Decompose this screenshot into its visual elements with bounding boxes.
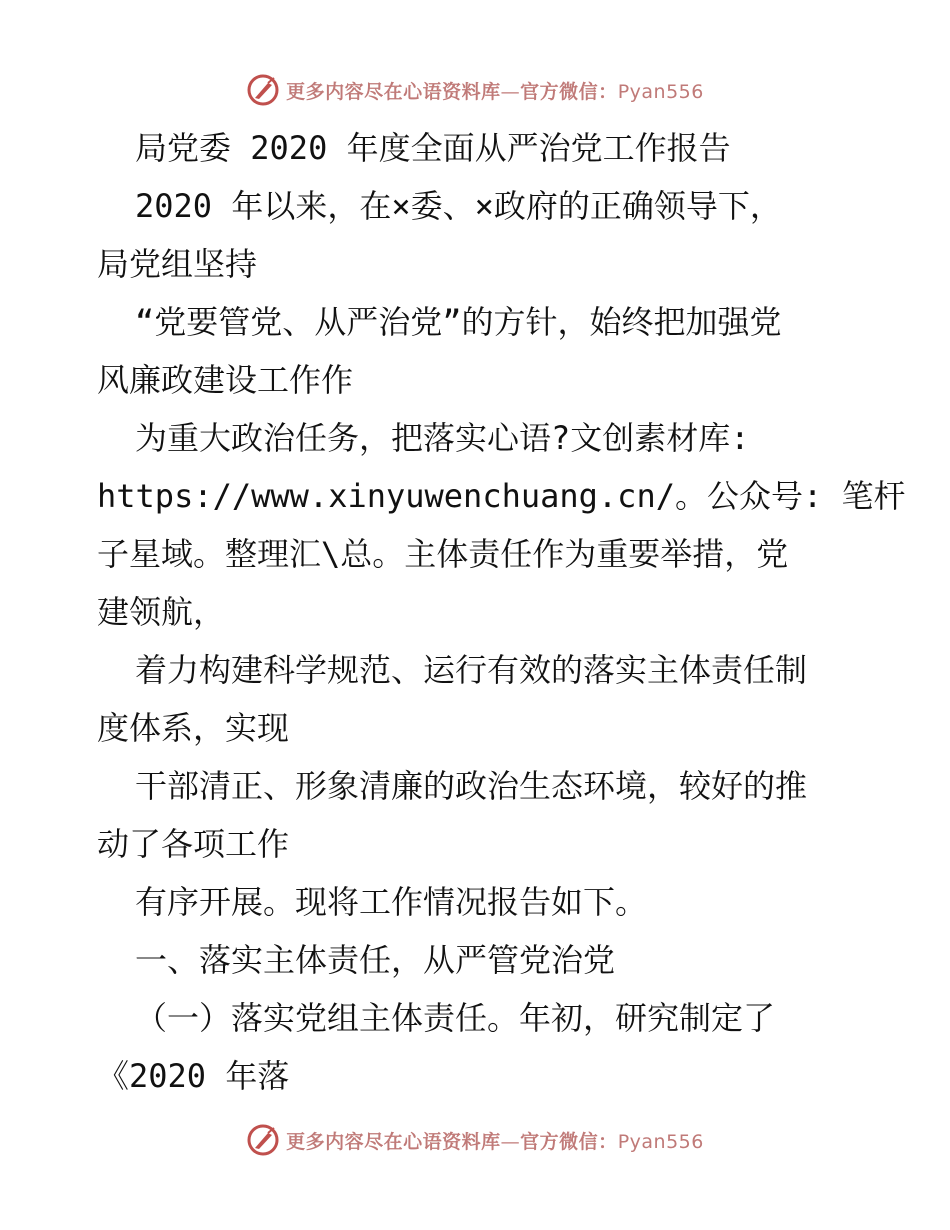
paragraph-line: 《2020 年落 [97, 1057, 290, 1095]
paragraph-line: 建领航， [97, 593, 226, 631]
paragraph-line: 为重大政治任务，把落实心语?文创素材库: [135, 419, 750, 457]
paragraph-line: 风廉政建设工作作 [97, 361, 354, 399]
watermark-separator: — [500, 80, 521, 103]
quill-logo-icon [246, 73, 280, 107]
watermark-contact: 官方微信： [520, 1130, 618, 1153]
document-title: 局党委 2020 年度全面从严治党工作报告 [135, 129, 731, 167]
paragraph-line: 动了各项工作 [97, 825, 290, 863]
paragraph-line: 局党组坚持 [97, 245, 258, 283]
paragraph-line: 干部清正、形象清廉的政治生态环境，较好的推 [135, 767, 808, 805]
watermark-banner-bottom [0, 1120, 950, 1160]
watermark-banner-top [0, 70, 950, 110]
paragraph-line: 2020 年以来，在×委、×政府的正确领导下， [135, 187, 782, 225]
watermark-text [286, 77, 704, 104]
paragraph-line: 着力构建科学规范、运行有效的落实主体责任制 [135, 651, 808, 689]
watermark-contact: 官方微信： [520, 80, 618, 103]
watermark-slogan: 更多内容尽在心语资料库 [286, 1130, 501, 1153]
paragraph-line: “党要管党、从严治党”的方针，始终把加强党 [135, 303, 782, 341]
watermark-wechat-id: Pyan556 [617, 1130, 704, 1153]
paragraph-line: 子星域。整理汇\总。主体责任作为重要举措，党 [97, 535, 789, 573]
watermark-text [286, 1127, 704, 1154]
watermark-slogan: 更多内容尽在心语资料库 [286, 80, 501, 103]
section-heading: 一、落实主体责任，从严管党治党 [135, 941, 616, 979]
paragraph-line: 度体系，实现 [97, 709, 290, 747]
watermark-separator: — [500, 1130, 521, 1153]
watermark-wechat-id: Pyan556 [617, 80, 704, 103]
paragraph-line: 有序开展。现将工作情况报告如下。 [135, 883, 648, 921]
paragraph-line: https://www.xinyuwenchuang.cn/。公众号: 笔杆 [97, 477, 906, 515]
quill-logo-icon [246, 1123, 280, 1157]
subsection-heading: （一）落实党组主体责任。年初，研究制定了 [135, 999, 776, 1037]
